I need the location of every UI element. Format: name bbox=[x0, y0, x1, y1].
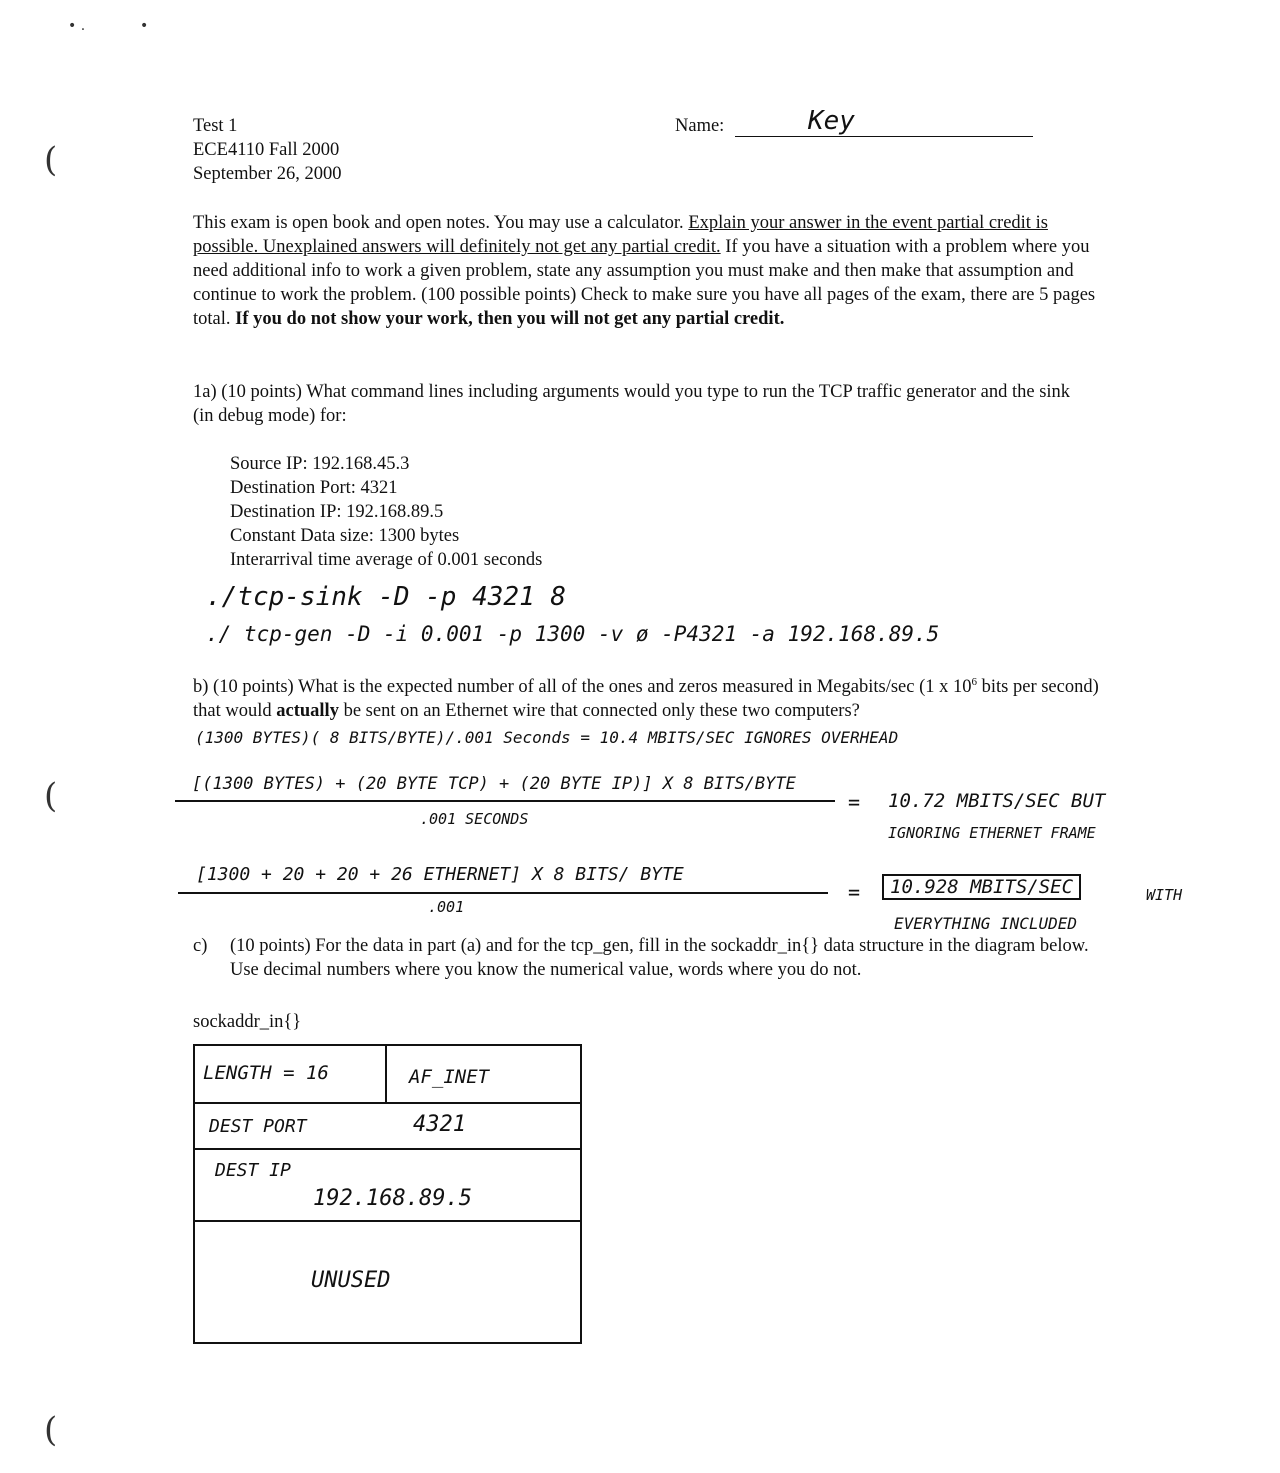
exam-date: September 26, 2000 bbox=[193, 164, 342, 184]
param-data-size: Constant Data size: 1300 bytes bbox=[230, 526, 460, 546]
course-line: ECE4110 Fall 2000 bbox=[193, 140, 340, 160]
sockaddr-table bbox=[193, 1044, 582, 1344]
name-label: Name: bbox=[675, 116, 725, 136]
q1b-calc2-numerator: [(1300 BYTES) + (20 BYTE TCP) + (20 BYTE IP)] X 8 BITS/BYTE bbox=[192, 774, 796, 794]
q1b-calc1: (1300 BYTES)( 8 BITS/BYTE)/.001 Seconds = 10.4 MBITS/SEC IGNORES OVERHEAD bbox=[195, 728, 899, 747]
test-title: Test 1 bbox=[193, 116, 238, 136]
sockaddr-row-unused bbox=[195, 1222, 580, 1342]
instructions-bold: If you do not show your work, then you will not get any partial credit. bbox=[235, 309, 785, 329]
q1b-calc3-denominator: .001 bbox=[428, 898, 465, 916]
param-dest-ip: Destination IP: 192.168.89.5 bbox=[230, 502, 444, 522]
q1a-answer-sink: ./tcp-sink -D -p 4321 8 bbox=[206, 582, 567, 612]
name-underline bbox=[735, 136, 1033, 137]
q1b-calc2-note: IGNORING ETHERNET FRAME bbox=[888, 824, 1096, 842]
sockaddr-unused: UNUSED bbox=[311, 1268, 391, 1293]
q1b-question: b) (10 points) What is the expected number of all of the ones and zeros measured in Megabits/sec (1 x $10^6$ bits per second) that would actually be sent on an Ethernet wire that connected only these two computers? bbox=[193, 676, 1099, 722]
q1b-calc3-fraction-line bbox=[178, 892, 828, 894]
q1a-answer-gen: ./ tcp-gen -D -i 0.001 -p 1300 -v ø -P4321 -a 192.168.89.5 bbox=[206, 622, 940, 646]
sockaddr-ip-label: DEST IP bbox=[215, 1160, 291, 1181]
param-dest-port: Destination Port: 4321 bbox=[230, 478, 398, 498]
instructions: This exam is open book and open notes. You may use a calculator. Explain your answer in the event partial credit is possible. Unexplained answers will definitely not get any partial credit. If you have a situation with a problem where you need additional info to work a given problem, state any assumption you must make and then make that assumption and continue to work the problem. (100 possible points) Check to make sure you have all pages of the exam, there are 5 pages total. If you do not show your work, then you will not get any partial credit. bbox=[193, 213, 1096, 329]
sockaddr-row-ip bbox=[195, 1150, 580, 1222]
sockaddr-port-value: 4321 bbox=[413, 1112, 466, 1137]
sockaddr-family: AF_INET bbox=[409, 1066, 490, 1088]
sockaddr-divider bbox=[385, 1046, 387, 1102]
sockaddr-label: sockaddr_in{} bbox=[193, 1012, 302, 1032]
q1a-question: 1a) (10 points) What command lines including arguments would you type to run the TCP traffic generator and the sink (in debug mode) for: bbox=[193, 382, 1071, 426]
scan-mark: • . bbox=[68, 18, 86, 34]
q1c-question: (10 points) For the data in part (a) and for the tcp_gen, fill in the sockaddr_in{} data structure in the diagram below. Use decimal numbers where you know the numerical value, words where you do not. bbox=[230, 936, 1089, 980]
q1c-label: c) bbox=[193, 936, 208, 956]
param-interarrival: Interarrival time average of 0.001 seconds bbox=[230, 550, 543, 570]
q1b-calc3-with: WITH bbox=[1146, 886, 1183, 904]
q1b-calc3-equals: = bbox=[848, 880, 861, 904]
scan-mark: ( bbox=[44, 140, 58, 180]
q1b-calc3-note: EVERYTHING INCLUDED bbox=[894, 914, 1078, 933]
scan-mark: • bbox=[140, 18, 149, 34]
sockaddr-row-port bbox=[195, 1104, 580, 1150]
sockaddr-ip-value: 192.168.89.5 bbox=[313, 1186, 472, 1211]
q1b-calc2-result: 10.72 MBITS/SEC BUT bbox=[888, 790, 1106, 812]
name-value: Key bbox=[808, 106, 855, 136]
sockaddr-row-length-family bbox=[195, 1046, 580, 1104]
q1b-calc2-denominator: .001 SECONDS bbox=[420, 810, 529, 828]
sockaddr-port-label: DEST PORT bbox=[209, 1116, 307, 1137]
header-block bbox=[193, 114, 342, 186]
q1b-calc3-numerator: [1300 + 20 + 20 + 26 ETHERNET] X 8 BITS/ BYTE bbox=[196, 864, 684, 885]
q1a-params bbox=[230, 452, 542, 572]
param-source-ip: Source IP: 192.168.45.3 bbox=[230, 454, 410, 474]
scan-mark: ( bbox=[44, 776, 58, 816]
q1b-calc2-fraction-line bbox=[175, 800, 835, 802]
q1b-calc2-equals: = bbox=[848, 790, 861, 814]
sockaddr-length: LENGTH = 16 bbox=[203, 1062, 329, 1084]
scan-mark: ( bbox=[44, 1410, 58, 1450]
instructions-underlined: Explain your answer in the event partial credit is possible. Unexplained answers will definitely not get any partial credit. bbox=[193, 213, 1048, 257]
q1b-calc3-result: 10.928 MBITS/SEC bbox=[882, 874, 1081, 900]
